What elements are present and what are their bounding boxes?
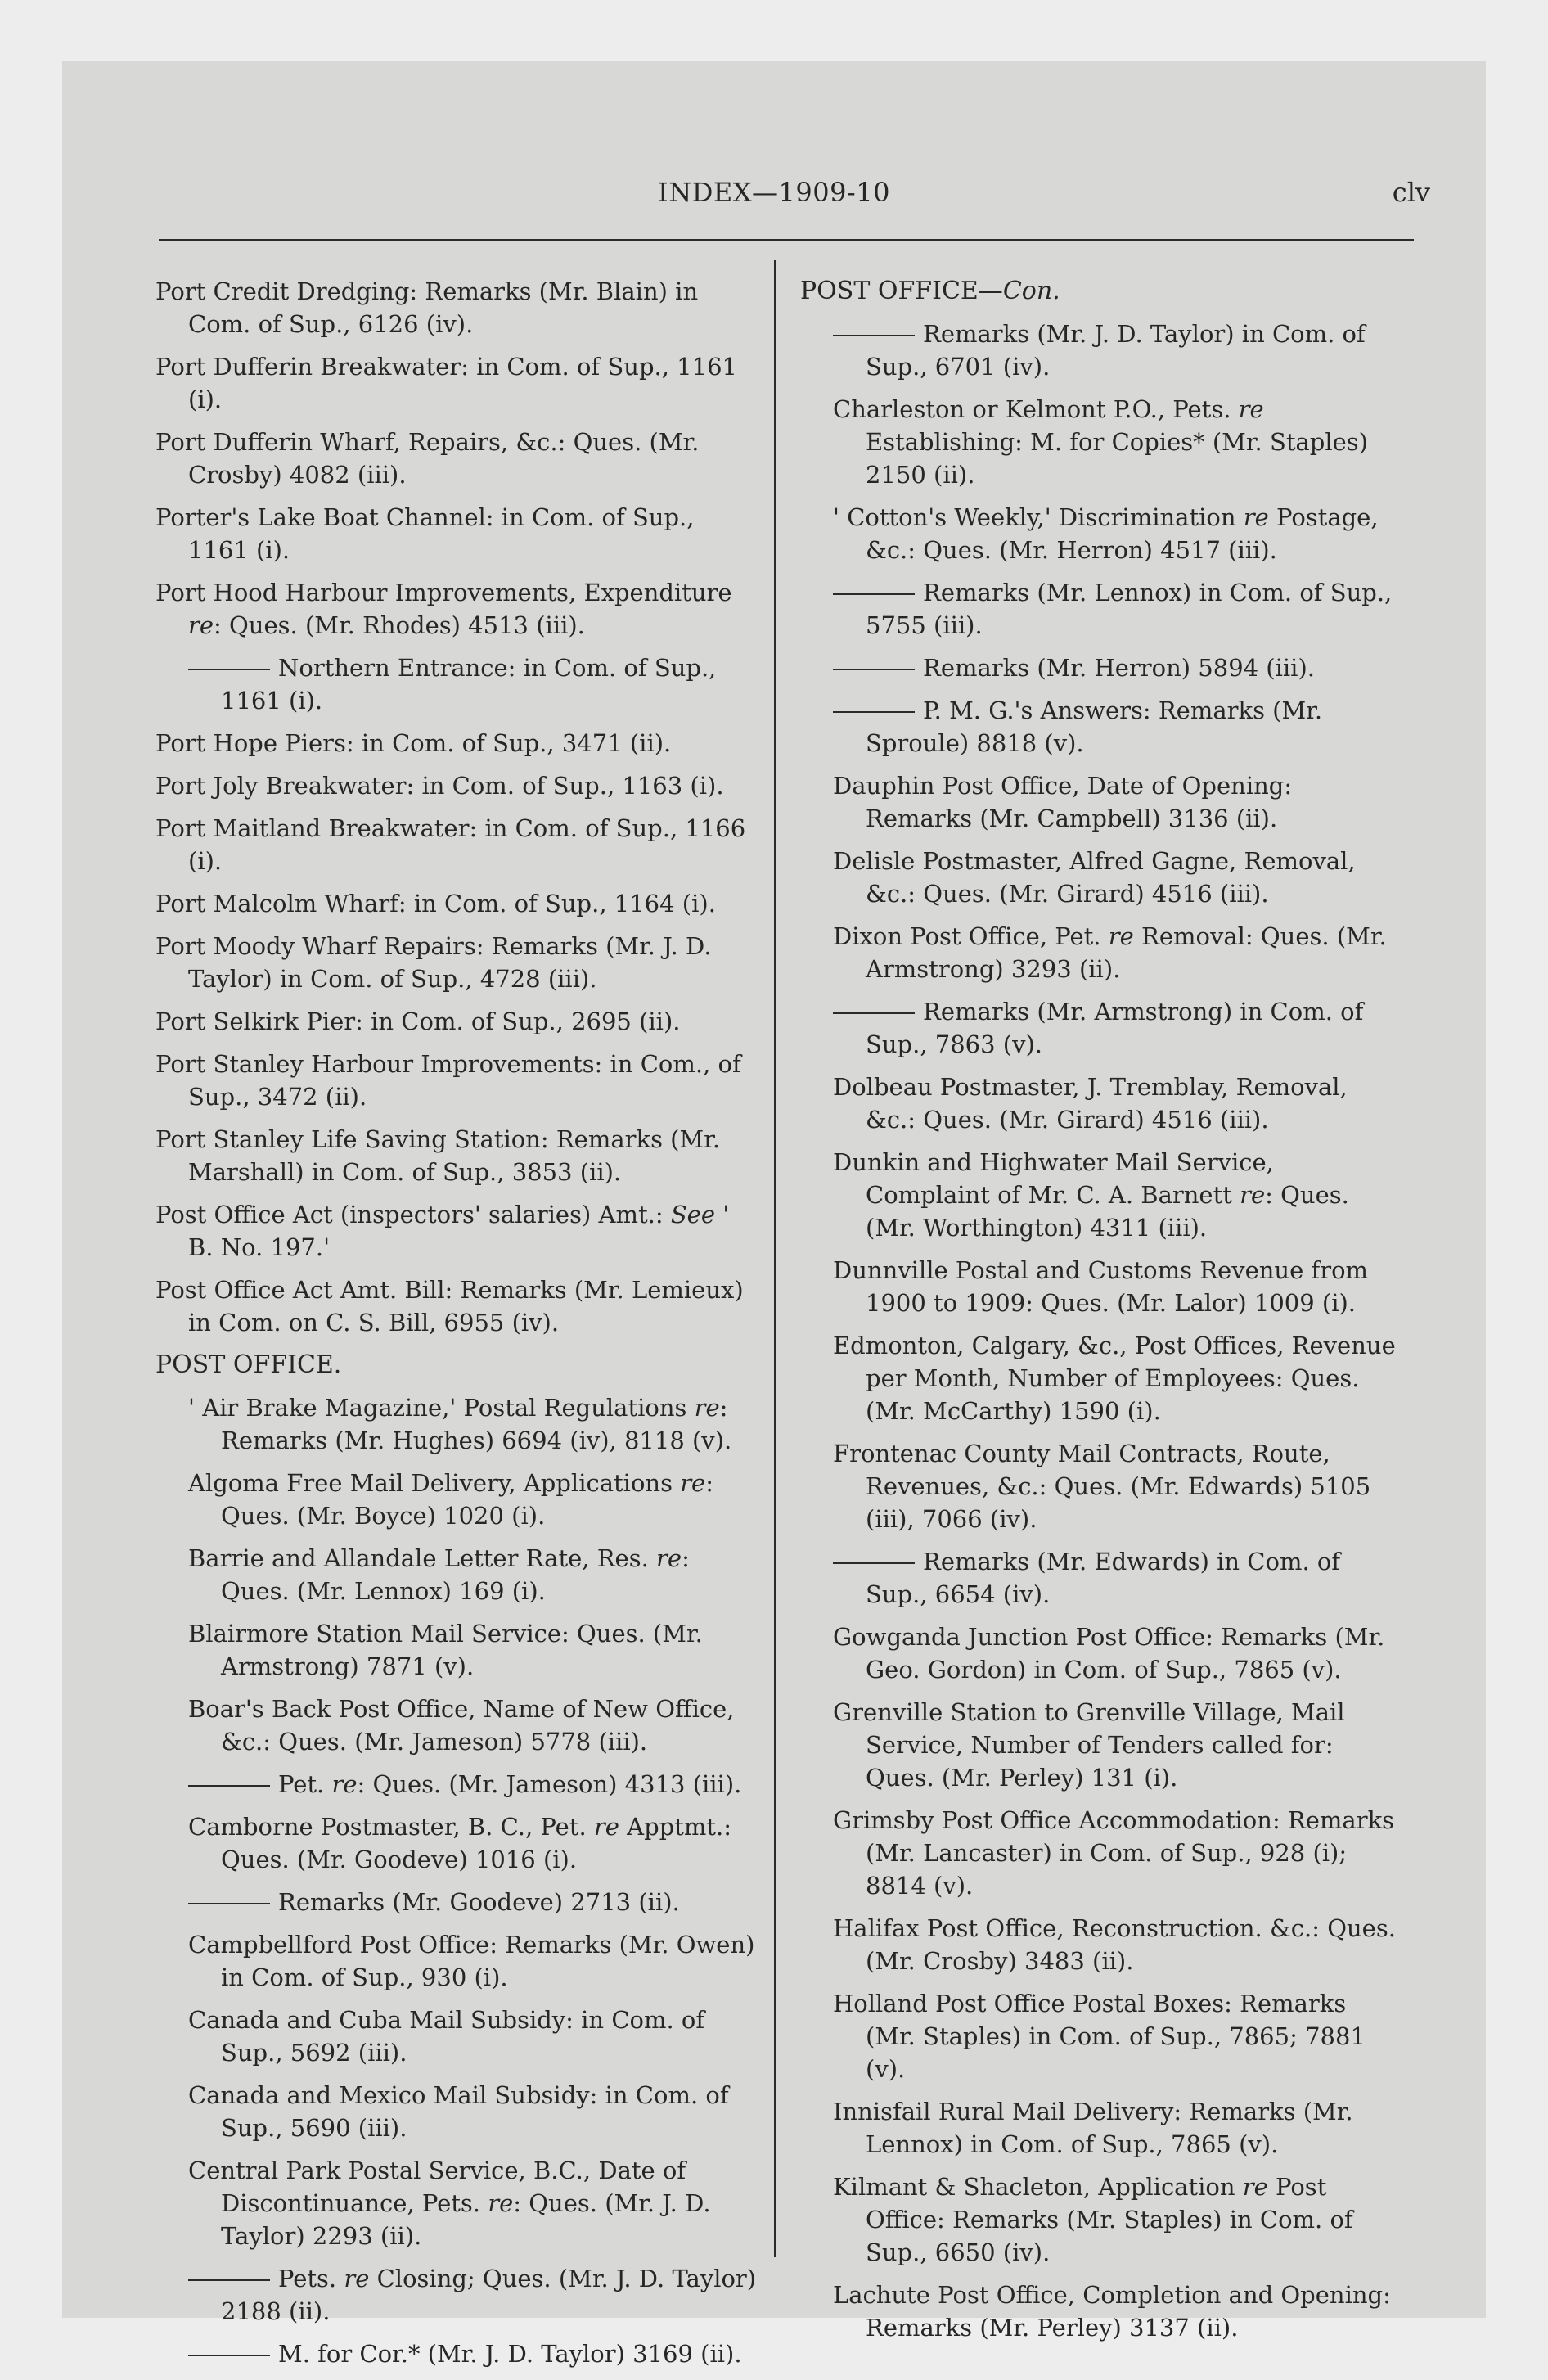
entry-text: Central Park Postal Service, B.C., Date of Discontinuance, Pets.	[188, 2157, 686, 2217]
entry-text: Port Credit Dredging: Remarks (Mr. Blain) in Com. of Sup., 6126 (iv).	[155, 277, 699, 338]
entry-text: Port Hood Harbour Improvements, Expenditure	[155, 579, 732, 606]
entry-text: re	[1243, 503, 1269, 531]
index-entry	[800, 2170, 1402, 2269]
entry-text: re	[188, 611, 214, 639]
index-entry	[800, 651, 1402, 684]
page-title: INDEX—1909-10	[658, 177, 890, 208]
index-entry	[155, 1928, 757, 1994]
entry-text: Remarks (Mr. Lennox) in Com. of Sup., 5755 (iii).	[866, 579, 1393, 639]
entry-text: Barrie and Allandale Letter Rate, Res.	[188, 1544, 657, 1572]
entry-text: Dolbeau Postmaster, J. Tremblay, Removal, &c.: Ques. (Mr. Girard) 4516 (iii).	[833, 1073, 1348, 1134]
entry-text: Port Joly Breakwater: in Com. of Sup., 1163 (i).	[155, 772, 724, 800]
ditto-dash	[833, 335, 915, 336]
entry-text: re	[488, 2189, 514, 2217]
entry-text: Remarks (Mr. J. D. Taylor) in Com. of Sup., 6701 (iv).	[866, 320, 1366, 381]
entry-text: Pets.	[278, 2265, 344, 2292]
entry-text: : Remarks (Mr. Hughes) 6694 (iv), 8118 (v).	[221, 1394, 732, 1454]
index-page	[62, 61, 1486, 2368]
ditto-dash	[833, 593, 915, 595]
index-entry	[155, 930, 757, 995]
left-column	[155, 275, 757, 2380]
index-entry	[800, 1071, 1402, 1136]
entry-text: Campbellford Post Office: Remarks (Mr. Owen) in Com. of Sup., 930 (i).	[188, 1931, 755, 1991]
index-entry	[155, 1810, 757, 1876]
entry-text: Holland Post Office Postal Boxes: Remarks (Mr. Staples) in Com. of Sup., 7865; 7881 (v).	[833, 1990, 1366, 2083]
index-entry	[800, 1545, 1402, 1611]
entry-text: ' Cotton's Weekly,' Discrimination	[833, 503, 1244, 531]
entry-text: re	[331, 1770, 358, 1798]
ditto-dash	[188, 2355, 270, 2356]
index-entry	[800, 769, 1402, 835]
entry-text: Frontenac County Mail Contracts, Route, Revenues, &c.: Ques. (Mr. Edwards) 5105 (iii), 7066 (iv).	[833, 1440, 1371, 1533]
index-entry	[155, 769, 757, 802]
index-entry	[155, 887, 757, 920]
index-entry	[800, 920, 1402, 985]
entry-text: Remarks (Mr. Goodeve) 2713 (ii).	[278, 1888, 680, 1916]
entry-text: Port Dufferin Wharf, Repairs, &c.: Ques. (Mr. Crosby) 4082 (iii).	[155, 428, 700, 489]
index-entry	[155, 1768, 757, 1801]
right-column	[800, 275, 1402, 2354]
entry-text: : Ques. (Mr. Jameson) 4313 (iii).	[357, 1770, 742, 1798]
entry-text: re	[344, 2265, 370, 2292]
entry-text: Port Moody Wharf Repairs: Remarks (Mr. J. D. Taylor) in Com. of Sup., 4728 (iii).	[155, 932, 712, 993]
index-entry	[800, 1146, 1402, 1244]
entry-text: Canada and Cuba Mail Subsidy: in Com. of Sup., 5692 (iii).	[188, 2006, 705, 2067]
ditto-dash	[188, 1785, 270, 1787]
entry-text: : Ques. (Mr. Rhodes) 4513 (iii).	[214, 611, 585, 639]
entry-text: Pet.	[278, 1770, 332, 1798]
entry-text: Edmonton, Calgary, &c., Post Offices, Revenue per Month, Number of Employees: Ques. (Mr. McCarthy) 1590 (i).	[833, 1332, 1396, 1425]
index-entry	[155, 2337, 757, 2370]
index-entry	[155, 275, 757, 340]
entry-text: P. M. G.'s Answers: Remarks (Mr. Sproule) 8818 (v).	[866, 696, 1323, 757]
entry-text: Port Malcolm Wharf: in Com. of Sup., 1164 (i).	[155, 890, 716, 917]
entry-text: Remarks (Mr. Armstrong) in Com. of Sup., 7863 (v).	[866, 998, 1364, 1058]
entry-text: ' B. No. 197.'	[188, 1201, 730, 1261]
index-entry	[155, 1005, 757, 1038]
entry-text: ' Air Brake Magazine,' Postal Regulations	[188, 1394, 695, 1422]
entry-text: re	[680, 1469, 706, 1497]
index-entry	[155, 576, 757, 642]
entry-text: Post Office Act (inspectors' salaries) Amt.:	[155, 1201, 671, 1228]
entry-text: POST OFFICE—	[800, 277, 1003, 305]
entry-text: Porter's Lake Boat Channel: in Com. of Sup., 1161 (i).	[155, 503, 695, 564]
index-entry	[155, 1693, 757, 1758]
entry-text: : Ques. (Mr. Boyce) 1020 (i).	[221, 1469, 713, 1530]
entry-text: Remarks (Mr. Herron) 5894 (iii).	[923, 654, 1315, 682]
page-number: clv	[1392, 177, 1430, 208]
column-divider	[774, 260, 776, 2257]
entry-text: re	[1242, 2173, 1268, 2201]
entry-text: re	[593, 1813, 619, 1841]
entry-text: Port Stanley Life Saving Station: Remarks (Mr. Marshall) in Com. of Sup., 3853 (ii).	[155, 1125, 721, 1186]
index-entry	[800, 2279, 1402, 2344]
entry-text: Grenville Station to Grenville Village, Mail Service, Number of Tenders called for: Ques. (Mr. Perley) 131 (i).	[833, 1698, 1345, 1792]
index-entry	[155, 1542, 757, 1607]
ditto-dash	[833, 669, 915, 670]
index-entry	[155, 1123, 757, 1188]
index-entry	[800, 995, 1402, 1061]
entry-text: Post Office Act Amt. Bill: Remarks (Mr. Lemieux) in Com. on C. S. Bill, 6955 (iv).	[155, 1276, 744, 1336]
entry-text: : Ques. (Mr. Lennox) 169 (i).	[221, 1544, 690, 1605]
index-entry	[155, 2262, 757, 2328]
page-header	[62, 177, 1486, 218]
entry-text: Algoma Free Mail Delivery, Applications	[188, 1469, 681, 1497]
index-entry	[155, 1467, 757, 1532]
entry-text: See	[670, 1201, 716, 1228]
entry-text: Port Hope Piers: in Com. of Sup., 3471 (ii).	[155, 729, 672, 757]
header-rule-thick	[159, 239, 1414, 241]
entry-text: Northern Entrance: in Com. of Sup., 1161 (i).	[221, 654, 717, 714]
ditto-dash	[833, 1012, 915, 1014]
index-entry	[800, 1254, 1402, 1319]
index-entry	[155, 1391, 757, 1457]
entry-text: Innisfail Rural Mail Delivery: Remarks (Mr. Lennox) in Com. of Sup., 7865 (v).	[833, 2098, 1353, 2158]
entry-text: re	[656, 1544, 682, 1572]
entry-text: re	[1240, 1181, 1266, 1209]
index-entry	[800, 393, 1402, 491]
ditto-dash	[188, 2279, 270, 2281]
index-entry	[800, 576, 1402, 642]
index-entry	[800, 501, 1402, 566]
index-entry	[155, 426, 757, 491]
entry-text: Port Dufferin Breakwater: in Com. of Sup., 1161 (i).	[155, 353, 737, 413]
entry-text: Con.	[1002, 277, 1060, 305]
index-entry	[800, 2095, 1402, 2161]
entry-text: re	[694, 1394, 720, 1422]
section-heading	[155, 1349, 757, 1382]
entry-text: Charleston or Kelmont P.O., Pets.	[833, 395, 1239, 423]
entry-text: re	[1108, 922, 1134, 950]
index-entry	[800, 1437, 1402, 1535]
entry-text: Dixon Post Office, Pet.	[833, 922, 1109, 950]
entry-text: Delisle Postmaster, Alfred Gagne, Removal, &c.: Ques. (Mr. Girard) 4516 (iii).	[833, 847, 1356, 908]
entry-text: M. for Cor.* (Mr. J. D. Taylor) 3169 (ii).	[278, 2340, 742, 2368]
index-entry	[800, 1620, 1402, 1686]
index-entry	[155, 1048, 757, 1113]
entry-text: Boar's Back Post Office, Name of New Office, &c.: Ques. (Mr. Jameson) 5778 (iii).	[188, 1695, 735, 1756]
section-heading	[800, 275, 1402, 308]
index-entry	[155, 1273, 757, 1339]
entry-text: Apptmt.: Ques. (Mr. Goodeve) 1016 (i).	[221, 1813, 731, 1873]
entry-text: Dunkin and Highwater Mail Service, Complaint of Mr. C. A. Barnett	[833, 1148, 1274, 1209]
entry-text: Gowganda Junction Post Office: Remarks (Mr. Geo. Gordon) in Com. of Sup., 7865 (v).	[833, 1623, 1385, 1684]
index-entry	[155, 727, 757, 760]
entry-text: Kilmant & Shacleton, Application	[833, 2173, 1243, 2201]
index-entry	[800, 1696, 1402, 1794]
ditto-dash	[188, 1903, 270, 1904]
entry-text: Postage, &c.: Ques. (Mr. Herron) 4517 (iii).	[866, 503, 1379, 564]
entry-text: Dauphin Post Office, Date of Opening: Remarks (Mr. Campbell) 3136 (ii).	[833, 772, 1293, 832]
index-entry	[155, 2004, 757, 2069]
index-entry	[800, 1329, 1402, 1427]
index-entry	[800, 1804, 1402, 1902]
entry-text: : Ques. (Mr. Worthington) 4311 (iii).	[866, 1181, 1349, 1242]
entry-text: Post Office: Remarks (Mr. Staples) in Com. of Sup., 6650 (iv).	[866, 2173, 1353, 2266]
index-entry	[155, 350, 757, 416]
index-entry	[800, 318, 1402, 383]
index-entry	[155, 651, 757, 717]
entry-text: Removal: Ques. (Mr. Armstrong) 3293 (ii).	[866, 922, 1387, 983]
entry-text: re	[1238, 395, 1264, 423]
entry-text: Port Maitland Breakwater: in Com. of Sup., 1166 (i).	[155, 814, 746, 875]
entry-text: Lachute Post Office, Completion and Opening: Remarks (Mr. Perley) 3137 (ii).	[833, 2281, 1391, 2342]
index-entry	[800, 1912, 1402, 1977]
entry-text: Blairmore Station Mail Service: Ques. (Mr. Armstrong) 7871 (v).	[188, 1620, 703, 1680]
entry-text: Canada and Mexico Mail Subsidy: in Com. of Sup., 5690 (iii).	[188, 2081, 729, 2142]
ditto-dash	[188, 669, 270, 670]
index-entry	[155, 501, 757, 566]
entry-text: Grimsby Post Office Accommodation: Remarks (Mr. Lancaster) in Com. of Sup., 928 (i); 8814 (v).	[833, 1806, 1395, 1900]
index-entry	[800, 845, 1402, 910]
entry-text: Camborne Postmaster, B. C., Pet.	[188, 1813, 594, 1841]
entry-text: Halifax Post Office, Reconstruction. &c.: Ques. (Mr. Crosby) 3483 (ii).	[833, 1914, 1396, 1975]
entry-text: Closing; Ques. (Mr. J. D. Taylor) 2188 (ii).	[221, 2265, 757, 2325]
ditto-dash	[833, 1562, 915, 1564]
index-entry	[155, 812, 757, 877]
entry-text: Port Stanley Harbour Improvements: in Com., of Sup., 3472 (ii).	[155, 1050, 741, 1111]
index-entry	[155, 2154, 757, 2252]
entry-text: Remarks (Mr. Edwards) in Com. of Sup., 6654 (iv).	[866, 1548, 1341, 1608]
index-entry	[155, 1617, 757, 1683]
index-entry	[800, 1987, 1402, 2085]
entry-text: Dunnville Postal and Customs Revenue from 1900 to 1909: Ques. (Mr. Lalor) 1009 (i).	[833, 1256, 1369, 1317]
index-entry	[155, 1886, 757, 1918]
index-entry	[155, 1198, 757, 1264]
entry-text: Establishing: M. for Copies* (Mr. Staples) 2150 (ii).	[866, 428, 1368, 489]
entry-text: : Ques. (Mr. J. D. Taylor) 2293 (ii).	[221, 2189, 711, 2250]
entry-text: POST OFFICE.	[155, 1350, 342, 1379]
entry-text: Port Selkirk Pier: in Com. of Sup., 2695 (ii).	[155, 1007, 681, 1035]
ditto-dash	[833, 711, 915, 713]
index-entry	[155, 2079, 757, 2144]
index-entry	[800, 694, 1402, 760]
